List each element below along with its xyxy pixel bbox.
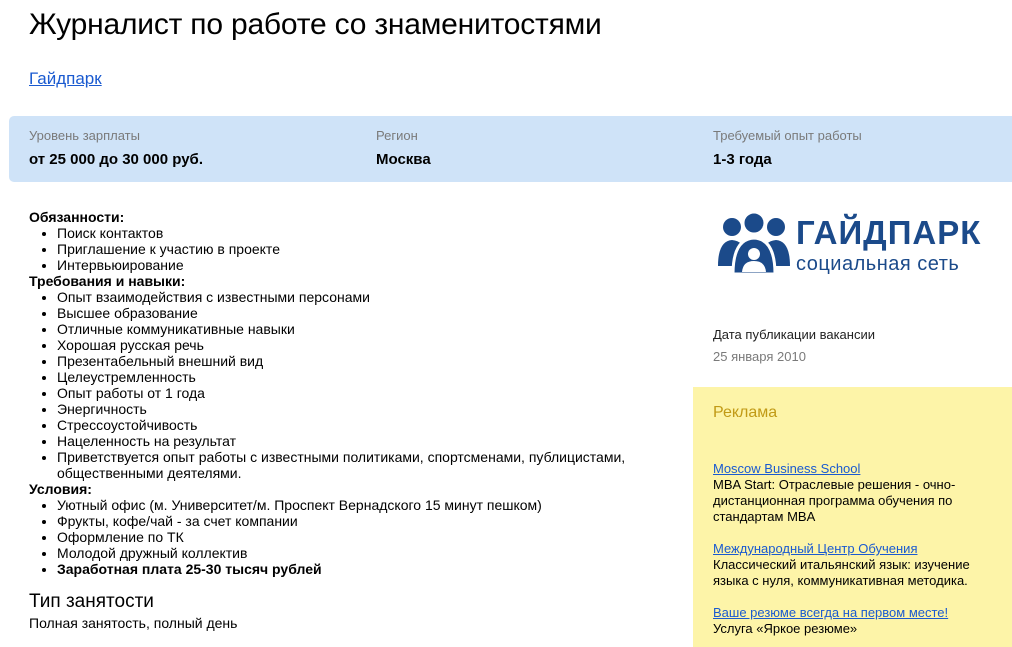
requirements-list [29,289,669,481]
employment-type-value: Полная занятость, полный день [29,615,238,631]
publication-date: 25 января 2010 [713,349,806,364]
ads-title: Реклама [713,404,778,421]
ad-link[interactable]: Международный Центр Обучения [713,541,918,556]
list-item: • Энергичность [57,401,669,417]
experience-info [713,128,862,168]
conditions-title: Условия: [29,481,92,497]
requirements-title: Требования и навыки: [29,273,186,289]
list-item: • Молодой дружный коллектив [57,545,669,561]
list-item: • Опыт взаимодействия с известными персонами [57,289,669,305]
list-item: • Уютный офис (м. Университет/м. Проспект Вернадского 15 минут пешком) [57,497,669,513]
conditions-list [29,497,669,577]
people-icon [718,210,790,276]
list-item: • Высшее образование [57,305,669,321]
ad-item [713,605,983,637]
ad-item [713,461,983,525]
region-info [376,128,431,168]
list-item: • Оформление по ТК [57,529,669,545]
ad-link[interactable]: Ваше резюме всегда на первом месте! [713,605,949,620]
page-title: Журналист по работе со знаменитостями [29,8,602,41]
logo-subtitle: социальная сеть [796,253,960,275]
list-item: • Приглашение к участию в проекте [57,241,669,257]
list-item: • Презентабельный внешний вид [57,353,669,369]
publication-label: Дата публикации вакансии [713,327,875,342]
vacancy-info-bar [9,116,1012,182]
region-value: Москва [376,151,431,168]
list-item: • Нацеленность на результат [57,433,669,449]
list-item: • Целеустремленность [57,369,669,385]
list-item: • Фрукты, кофе/чай - за счет компании [57,513,669,529]
employment-type-title: Тип занятости [29,591,154,612]
duties-title: Обязанности: [29,209,125,225]
publication-info [713,327,875,364]
duties-list [29,225,669,273]
salary-value: от 25 000 до 30 000 руб. [29,151,203,168]
list-item: • Отличные коммуникативные навыки [57,321,669,337]
list-item: • Хорошая русская речь [57,337,669,353]
ad-text: MBA Start: Отраслевые решения - очно-дистанционная программа обучения по стандартам MBA [713,477,956,524]
company-logo [718,210,998,278]
company-link[interactable]: Гайдпарк [29,69,102,88]
salary-info [29,128,203,168]
list-item: • Интервьюирование [57,257,669,273]
experience-label: Требуемый опыт работы [713,128,862,143]
list-item: • Приветствуется опыт работы с известными политиками, спортсменами, публицистами, общественными деятелями. [57,449,669,481]
experience-value: 1-3 года [713,151,772,168]
list-item: • Поиск контактов [57,225,669,241]
list-item: • Опыт работы от 1 года [57,385,669,401]
region-label: Регион [376,128,418,143]
ad-text: Услуга «Яркое резюме» [713,621,858,636]
salary-label: Уровень зарплаты [29,128,140,143]
vacancy-description [29,209,669,631]
ad-text: Классический итальянский язык: изучение языка с нуля, коммуникативная методика. [713,557,970,588]
ad-item [713,541,983,589]
ad-link[interactable]: Moscow Business School [713,461,861,476]
ads-panel [693,387,1012,647]
logo-title: ГАЙДПАРК [796,214,982,251]
salary-note: • Заработная плата 25-30 тысяч рублей [57,561,669,577]
list-item: • Стрессоустойчивость [57,417,669,433]
